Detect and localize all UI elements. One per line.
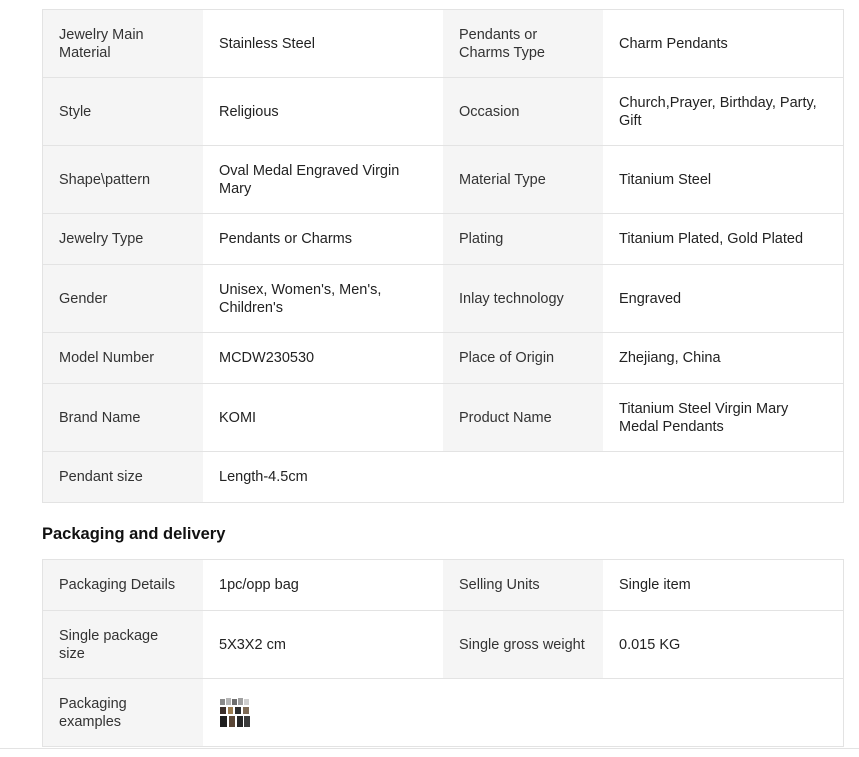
empty-cell [443, 679, 603, 747]
attribute-value: Titanium Steel Virgin Mary Medal Pendants [603, 384, 844, 452]
attribute-key: Jewelry Main Material [43, 10, 204, 78]
attribute-value: Single item [603, 560, 844, 611]
empty-cell [603, 679, 844, 747]
attribute-value: Titanium Plated, Gold Plated [603, 214, 844, 265]
attribute-value: Pendants or Charms [203, 214, 443, 265]
table-row [43, 214, 844, 265]
attribute-key: Occasion [443, 78, 603, 146]
table-row [43, 611, 844, 679]
attribute-value: 1pc/opp bag [203, 560, 443, 611]
attribute-key: Material Type [443, 146, 603, 214]
table-row [43, 679, 844, 747]
table-row [43, 452, 844, 503]
empty-cell [443, 452, 603, 503]
attribute-value: Religious [203, 78, 443, 146]
table-row [43, 333, 844, 384]
attribute-value: Engraved [603, 265, 844, 333]
attribute-key: Packaging examples [43, 679, 204, 747]
packaging-thumbnail-image[interactable] [219, 697, 251, 729]
attribute-value: Zhejiang, China [603, 333, 844, 384]
attribute-value: Length-4.5cm [203, 452, 443, 503]
attribute-key: Plating [443, 214, 603, 265]
attribute-key: Selling Units [443, 560, 603, 611]
attribute-key: Pendant size [43, 452, 204, 503]
attribute-value: Unisex, Women's, Men's, Children's [203, 265, 443, 333]
packaging-table [42, 559, 844, 747]
attribute-key: Pendants or Charms Type [443, 10, 603, 78]
table-row [43, 265, 844, 333]
attribute-key: Single gross weight [443, 611, 603, 679]
table-row [43, 560, 844, 611]
attribute-key: Packaging Details [43, 560, 204, 611]
attribute-value: Charm Pendants [603, 10, 844, 78]
attribute-key: Single package size [43, 611, 204, 679]
attribute-key: Shape\pattern [43, 146, 204, 214]
attribute-value: KOMI [203, 384, 443, 452]
attribute-key: Model Number [43, 333, 204, 384]
attribute-value: 0.015 KG [603, 611, 844, 679]
table-row [43, 146, 844, 214]
attribute-value: Stainless Steel [203, 10, 443, 78]
attribute-value: Church,Prayer, Birthday, Party, Gift [603, 78, 844, 146]
attribute-value: Oval Medal Engraved Virgin Mary [203, 146, 443, 214]
table-row [43, 78, 844, 146]
attribute-key: Inlay technology [443, 265, 603, 333]
attribute-key: Product Name [443, 384, 603, 452]
packaging-examples-cell [203, 679, 443, 747]
packaging-section-title: Packaging and delivery [42, 525, 226, 543]
attribute-key: Gender [43, 265, 204, 333]
attribute-key: Jewelry Type [43, 214, 204, 265]
table-row [43, 10, 844, 78]
table-row [43, 384, 844, 452]
attribute-value: Titanium Steel [603, 146, 844, 214]
attribute-key: Style [43, 78, 204, 146]
specifications-table [42, 9, 844, 503]
attribute-value: MCDW230530 [203, 333, 443, 384]
attribute-key: Brand Name [43, 384, 204, 452]
divider [0, 748, 859, 749]
empty-cell [603, 452, 844, 503]
attribute-key: Place of Origin [443, 333, 603, 384]
attribute-value: 5X3X2 cm [203, 611, 443, 679]
